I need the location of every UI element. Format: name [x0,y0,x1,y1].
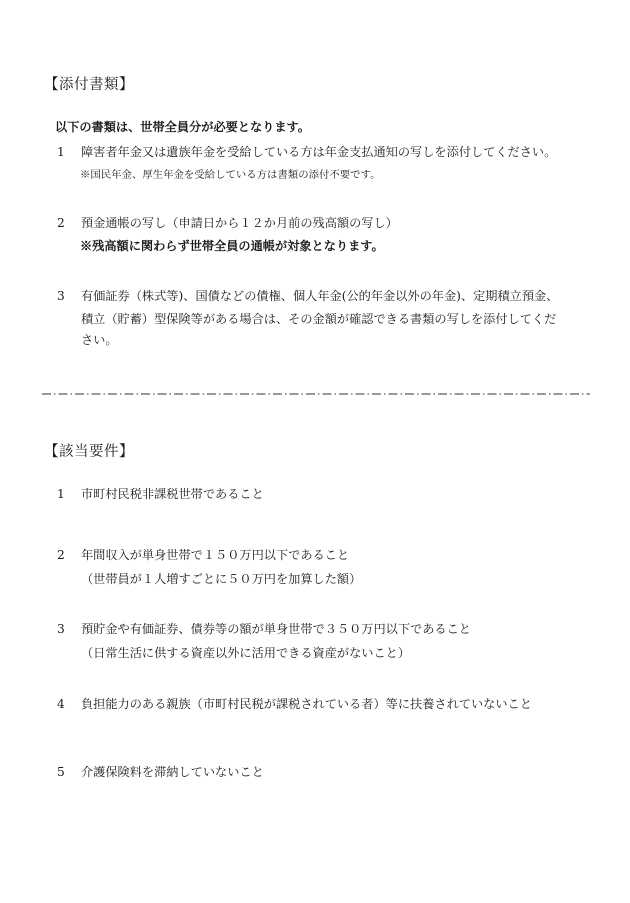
attachment-item-text: 障害者年金又は遺族年金を受給している方は年金支払通知の写しを添付してください。 [81,145,557,159]
attachment-item-note: ※国民年金、厚生年金を受給している方は書類の添付不要です。 [80,169,381,181]
dash-dot-divider [42,392,590,396]
attachment-item-note: ※残高額に関わらず世帯全員の通帳が対象となります。 [80,239,384,253]
attachment-item-text: 積立（貯蓄）型保険等がある場合は、その金額が確認できる書類の写しを添付してくだ [81,312,557,326]
attachment-item-text: 有価証券（株式等)、国債などの債権、個人年金(公的年金以外の年金)、定期積立預金、 [81,289,559,303]
requirement-text: 市町村民税非課税世帯であること [81,487,264,501]
requirement-number: 3 [57,622,65,636]
requirement-subtext: （世帯員が１人増すごとに５０万円を加算した額） [81,572,362,586]
attachment-item-number: 2 [57,216,65,230]
requirement-text: 預貯金や有価証券、債券等の額が単身世帯で３５０万円以下であること [81,622,471,636]
requirement-number: 1 [57,487,65,501]
attachment-item-text: さい。 [81,333,118,347]
attachment-item-number: 1 [57,145,65,159]
requirements-heading: 【該当要件】 [44,444,134,460]
attachments-intro: 以下の書類は、世帯全員分が必要となります。 [55,120,310,134]
requirement-subtext: （日常生活に供する資産以外に活用できる資産がないこと） [81,646,411,660]
requirement-number: 4 [57,697,65,711]
requirement-text: 年間収入が単身世帯で１５０万円以下であること [81,548,350,562]
requirement-text: 負担能力のある親族（市町村民税が課税されている者）等に扶養されていないこと [81,697,532,711]
requirement-text: 介護保険料を滞納していないこと [81,765,264,779]
attachment-item-text: 預金通帳の写し（申請日から１２か月前の残高額の写し） [81,216,398,230]
attachment-item-number: 3 [57,289,65,303]
requirement-number: 5 [57,765,65,779]
requirement-number: 2 [57,548,65,562]
attachments-heading: 【添付書類】 [44,77,134,93]
